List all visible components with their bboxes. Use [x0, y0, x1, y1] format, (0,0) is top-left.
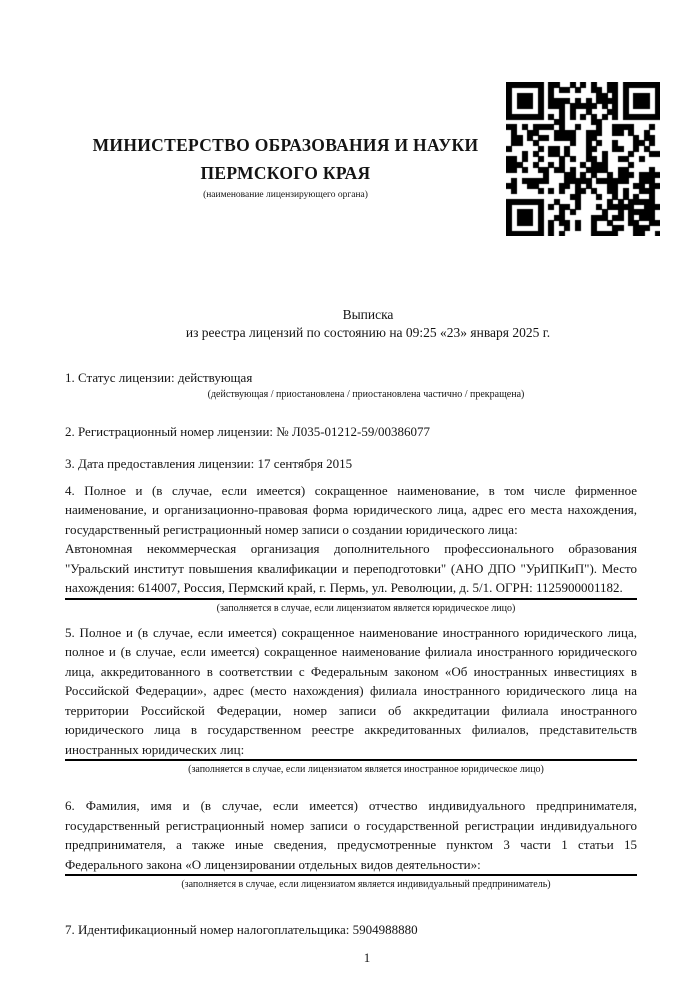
foreign-entity-fill-line [65, 759, 637, 761]
document-header [65, 0, 637, 236]
item-3-grant-date: 3. Дата предоставления лицензии: 17 сентября 2015 [65, 456, 353, 471]
document-body [65, 368, 637, 966]
extract-title: Выписка [342, 307, 394, 322]
ministry-name-line2: ПЕРМСКОГО КРАЯ [200, 163, 371, 183]
ministry-caption: (наименование лицензирующего органа) [203, 190, 368, 200]
item-5-foreign-entity-label: 5. Полное и (в случае, если имеется) сокращенное наименование иностранного юридического лица, полное и (в случае, если имеется) сокращенное наименование филиала иностранного юридического лица, аккредитованного в соответствии с Федеральным законом «Об иностранных инвестициях в Российской Федерации», адрес (место нахождения) филиала иностранного юридического лица на территории Российской Федерации, номер записи об аккредитации филиала иностранного юридического лица в государственном реестре аккредитованных филиалов, представительств иностранных юридических лиц: [65, 624, 637, 757]
legal-entity-caption: (заполняется в случае, если лицензиатом является юридическое лицо) [216, 602, 516, 614]
qr-code [506, 82, 660, 236]
licensing-authority [65, 0, 506, 201]
entrepreneur-fill-line [65, 874, 637, 876]
extract-title-block [82, 306, 654, 341]
page-number: 1 [363, 949, 371, 965]
item-7-taxpayer-number: 7. Идентификационный номер налогоплательщика: 5904988880 [65, 922, 418, 937]
ministry-name-line1: МИНИСТЕРСТВО ОБРАЗОВАНИЯ И НАУКИ [92, 135, 479, 155]
status-options-caption: (действующая / приостановлена / приостановлена частично / прекращена) [207, 388, 525, 400]
item-1-license-status: 1. Статус лицензии: действующая [65, 370, 253, 385]
legal-entity-fill-line [65, 598, 637, 600]
item-6-entrepreneur-label: 6. Фамилия, имя и (в случае, если имеется) отчество индивидуального предпринимателя, государственный регистрационный номер записи о государственной регистрации индивидуального предпринимателя, а также иные сведения, предусмотренные пунктом 3 части 1 статьи 15 Федерального закона «О лицензировании отдельных видов деятельности»: [65, 798, 637, 872]
item-4-legal-entity-value: Автономная некоммерческая организация дополнительного профессионального образования "Уральский институт повышения квалификации и переподготовки" (АНО ДПО "УрИПКиП"). Место нахождения: 614007, Россия, Пермский край, г. Пермь, ул. Революции, д. 5/1. ОГРН: 1125900001182. [65, 541, 637, 595]
extract-date-line: из реестра лицензий по состоянию на 09:25 «23» января 2025 г. [185, 324, 551, 340]
foreign-entity-caption: (заполняется в случае, если лицензиатом является иностранное юридическое лицо) [188, 764, 544, 775]
item-2-registration-number: 2. Регистрационный номер лицензии: № Л035-01212-59/00386077 [65, 423, 431, 439]
item-4-legal-entity-label: 4. Полное и (в случае, если имеется) сокращенное наименование, в том числе фирменное наименование, и организационно-правовая форма юридического лица, адрес его места нахождения, государственный регистрационный номер записи о создании юридического лица: [65, 482, 637, 537]
entrepreneur-caption: (заполняется в случае, если лицензиатом является индивидуальный предприниматель) [181, 879, 551, 890]
